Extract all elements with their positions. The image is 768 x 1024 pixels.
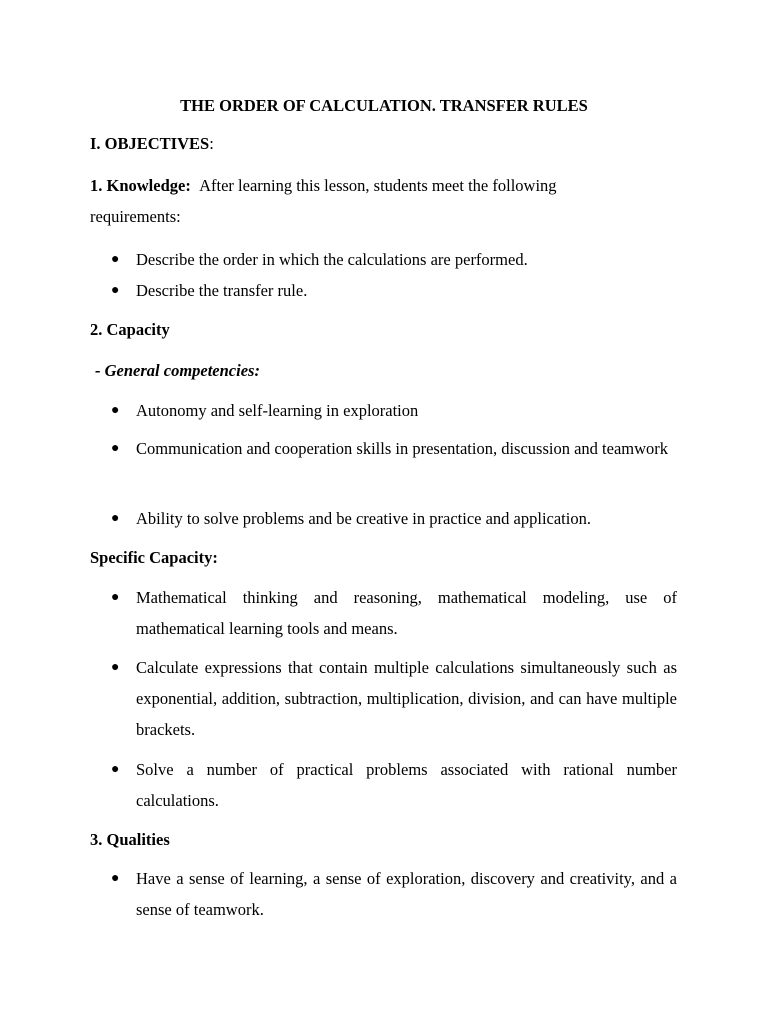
bullet-icon: ● <box>111 403 120 418</box>
specific-bullet-2: Calculate expressions that contain multiple calculations simultaneously such as exponential, addition, subtraction, multiplication, division, and can have multiple brackets. <box>136 658 677 739</box>
knowledge-bullet-1: Describe the order in which the calculations are performed. <box>136 250 528 269</box>
general-bullet-3: Ability to solve problems and be creative in practice and application. <box>136 509 591 528</box>
bullet-icon: ● <box>111 441 120 456</box>
knowledge-intro-line2: requirements: <box>90 207 181 226</box>
knowledge-intro-line1: After learning this lesson, students meet the following <box>199 176 557 195</box>
knowledge-bullet-2: Describe the transfer rule. <box>136 281 308 300</box>
objectives-heading: I. OBJECTIVES <box>90 134 210 153</box>
objectives-heading-line <box>90 134 214 154</box>
general-bullet-1: Autonomy and self-learning in exploration <box>136 401 419 420</box>
capacity-heading: 2. Capacity <box>90 320 170 339</box>
bullet-icon: ● <box>111 511 120 526</box>
bullet-icon: ● <box>111 252 120 267</box>
bullet-icon: ● <box>111 590 120 605</box>
bullet-icon: ● <box>111 762 120 777</box>
qualities-bullet-1: Have a sense of learning, a sense of exploration, discovery and creativity, and a sense of teamwork. <box>136 869 677 919</box>
objectives-colon: : <box>209 134 214 153</box>
document-title: THE ORDER OF CALCULATION. TRANSFER RULES <box>180 96 588 115</box>
specific-capacity-label: Specific Capacity: <box>90 548 218 567</box>
knowledge-label: 1. Knowledge: <box>90 176 191 195</box>
bullet-icon: ● <box>111 283 120 298</box>
specific-bullet-1: Mathematical thinking and reasoning, mathematical modeling, use of mathematical learning tools and means. <box>136 588 677 638</box>
bullet-icon: ● <box>111 871 120 886</box>
knowledge-line <box>90 176 557 196</box>
general-bullet-2: Communication and cooperation skills in presentation, discussion and teamwork <box>136 439 669 458</box>
bullet-icon: ● <box>111 660 120 675</box>
general-competencies-label: - General competencies: <box>95 361 260 380</box>
specific-bullet-3: Solve a number of practical problems associated with rational number calculations. <box>136 760 677 810</box>
qualities-heading: 3. Qualities <box>90 830 170 849</box>
